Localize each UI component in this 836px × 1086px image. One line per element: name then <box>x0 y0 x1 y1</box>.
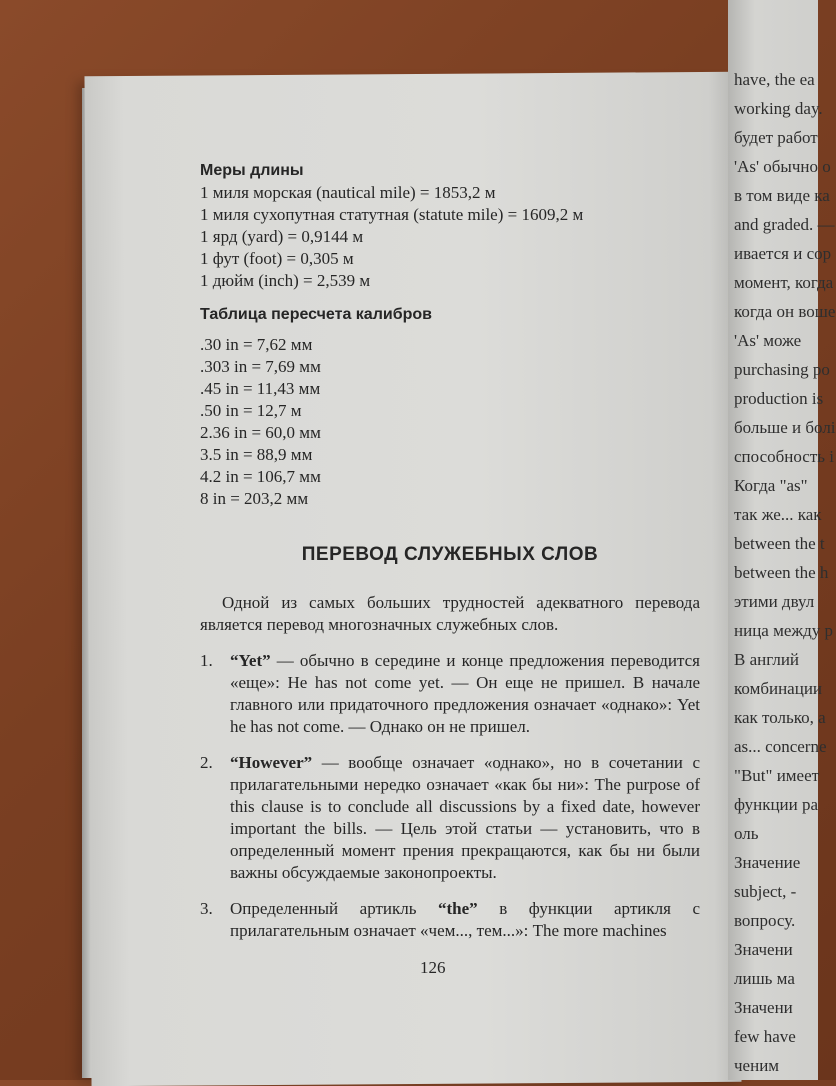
item-text: в функции артикля с прилагательным означает «чем..., тем...»: The more machines <box>230 899 700 940</box>
next-page-edge <box>728 0 836 1080</box>
next-page-fragment: Значени <box>734 998 793 1017</box>
item-term: “However” <box>230 753 313 772</box>
measure-line: 1 ярд (yard) = 0,9144 м <box>200 227 364 246</box>
next-page-fragment: ивается и сор <box>734 244 832 263</box>
list-item <box>200 752 700 884</box>
next-page-fragment: between the t <box>734 534 825 553</box>
next-page-fragment: когда он воше <box>734 302 836 321</box>
next-page-fragment: working day. <box>734 99 823 118</box>
next-page-fragment: and graded. — <box>734 215 835 234</box>
next-page-fragment: have, the ea <box>734 70 815 89</box>
next-page-fragment: production is <box>734 389 824 408</box>
section-title: ПЕРЕВОД СЛУЖЕБНЫХ СЛОВ <box>301 544 599 565</box>
next-page-fragment: оль <box>734 824 759 843</box>
caliber-line: .30 in = 7,62 мм <box>200 335 313 354</box>
item-number: 1. <box>200 651 213 670</box>
next-page-fragment: Значени <box>734 940 793 959</box>
next-page-fragment: few have <box>734 1027 796 1046</box>
caliber-line: .50 in = 12,7 м <box>200 401 302 420</box>
measure-line: 1 миля сухопутная статутная (statute mile) = 1609,2 м <box>200 205 584 224</box>
next-page-fragment: subject, - <box>734 882 797 901</box>
next-page-fragment: момент, когда <box>734 273 834 292</box>
caliber-line: .303 in = 7,69 мм <box>200 357 321 376</box>
section-intro: Одной из самых больших трудностей адекватного перевода является перевод многозначных служебных слов. <box>200 593 700 634</box>
calibers-heading: Таблица пересчета калибров <box>200 306 432 323</box>
page-content <box>200 160 700 942</box>
caliber-line: 4.2 in = 106,7 мм <box>200 467 321 486</box>
caliber-line: 2.36 in = 60,0 мм <box>200 423 321 442</box>
item-number: 3. <box>200 899 213 918</box>
measure-line: 1 дюйм (inch) = 2,539 м <box>200 271 371 290</box>
next-page-fragment: способность і <box>734 447 834 466</box>
measure-line: 1 миля морская (nautical mile) = 1853,2 м <box>200 183 496 202</box>
next-page-fragment: будет работ <box>734 128 818 147</box>
item-prefix: Определенный артикль <box>230 899 439 918</box>
next-page-fragment: этими двул <box>734 592 815 611</box>
page-number: 126 <box>420 958 446 977</box>
next-page-fragment: between the h <box>734 563 829 582</box>
next-page-fragment: 'As' обычно о <box>734 157 831 176</box>
next-page-fragment: purchasing po <box>734 360 830 379</box>
next-page-fragment: лишь ма <box>734 969 795 988</box>
next-page-fragment: вопросу. <box>734 911 796 930</box>
caliber-line: 3.5 in = 88,9 мм <box>200 445 313 464</box>
item-text: — обычно в середине и конце предложения переводится «еще»: He has not come yet. — Он еще не пришел. В начале главного или придаточного предложения означает «однако»: Yet he has not come. — Однако он не пришел. <box>230 651 700 736</box>
next-page-fragment: Когда "as" <box>734 476 808 495</box>
item-text: — вообще означает «однако», но в сочетании с прилагательными нередко означает «как бы ни»: The purpose of this clause is to conclude all discussions by a fixed date, however important the bills. — Цель этой статьи — установить, что в определенный момент прения прекращаются, как бы ни были важны обсуждаемые законопроекты. <box>230 753 700 882</box>
next-page-fragment: как только, а <box>734 708 826 727</box>
next-page-fragment: as... concerne <box>734 737 827 756</box>
next-page-fragment: "But" имеет <box>734 766 820 785</box>
caliber-line: .45 in = 11,43 мм <box>200 379 321 398</box>
list-item <box>200 898 700 942</box>
next-page-fragment: ченим <box>734 1056 780 1075</box>
item-term: “Yet” <box>230 651 271 670</box>
next-page-fragment: комбинации <box>734 679 823 698</box>
list-item <box>200 650 700 738</box>
caliber-line: 8 in = 203,2 мм <box>200 489 309 508</box>
next-page-fragment: так же... как <box>734 505 822 524</box>
measures-heading: Меры длины <box>200 162 304 179</box>
next-page-fragment: Значение <box>734 853 801 872</box>
next-page-fragment: больше и болі <box>734 418 836 437</box>
next-page-fragment: ница между р <box>734 621 834 640</box>
next-page-fragment: 'As' може <box>734 331 802 350</box>
next-page-fragment: функции ра <box>734 795 819 814</box>
next-page-fragment: в том виде ка <box>734 186 830 205</box>
item-term: “the” <box>438 899 478 918</box>
measure-line: 1 фут (foot) = 0,305 м <box>200 249 354 268</box>
item-number: 2. <box>200 753 213 772</box>
next-page-fragment: В англий <box>734 650 800 669</box>
